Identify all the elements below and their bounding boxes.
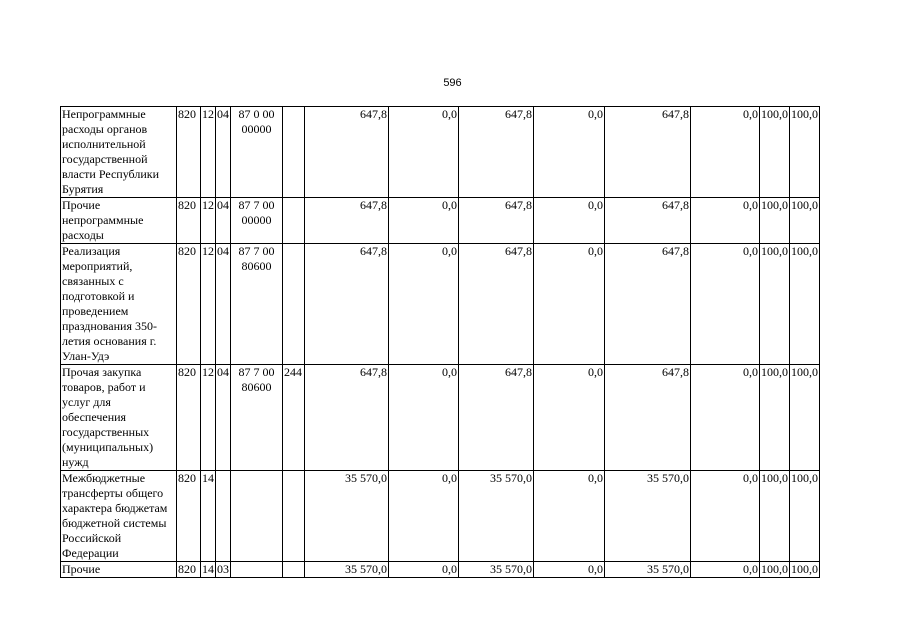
cell-grbs: 820 xyxy=(177,198,201,244)
table-row xyxy=(61,198,820,244)
cell-value-4: 0,0 xyxy=(534,471,605,562)
page-number: 596 xyxy=(443,77,462,89)
cell-value-5: 35 570,0 xyxy=(605,471,691,562)
cell-value-4: 0,0 xyxy=(534,365,605,471)
cell-percent-2: 100,0 xyxy=(790,107,820,198)
cell-value-1: 647,8 xyxy=(305,365,389,471)
cell-percent-2: 100,0 xyxy=(790,198,820,244)
cell-value-3: 35 570,0 xyxy=(459,471,534,562)
cell-percent-1: 100,0 xyxy=(760,471,790,562)
cell-section: 12 xyxy=(201,107,216,198)
cell-percent-1: 100,0 xyxy=(760,244,790,365)
cell-target-article: 87 7 00 80600 xyxy=(231,365,283,471)
cell-value-3: 647,8 xyxy=(459,198,534,244)
cell-target-article xyxy=(231,562,283,578)
cell-value-5: 35 570,0 xyxy=(605,562,691,578)
cell-name: Реализация мероприятий, связанных с подготовкой и проведением празднования 350-летия основания г. Улан-Удэ xyxy=(61,244,177,365)
cell-target-article: 87 0 00 00000 xyxy=(231,107,283,198)
cell-value-5: 647,8 xyxy=(605,107,691,198)
cell-percent-1: 100,0 xyxy=(760,198,790,244)
cell-value-4: 0,0 xyxy=(534,562,605,578)
table-row xyxy=(61,107,820,198)
cell-percent-1: 100,0 xyxy=(761,562,788,576)
cell-name: Прочие xyxy=(61,562,177,578)
cell-section: 12 xyxy=(201,244,216,365)
cell-section: 14 xyxy=(201,471,216,562)
cell-grbs: 820 xyxy=(177,107,201,198)
cell-target-article xyxy=(231,471,283,562)
cell-target-article: 87 7 00 80600 xyxy=(231,244,283,365)
cell-expense-type xyxy=(283,562,305,578)
cell-value-4: 0,0 xyxy=(534,244,605,365)
cell-value-1: 35 570,0 xyxy=(305,562,389,578)
cell-value-2: 0,0 xyxy=(389,198,459,244)
cell-section: 14 xyxy=(202,562,214,576)
cell-subsection: 04 xyxy=(216,198,231,244)
cell-grbs: 820 xyxy=(177,471,201,562)
cell-value-3: 647,8 xyxy=(459,244,534,365)
cell-percent-2: 100,0 xyxy=(790,244,820,365)
budget-table-body xyxy=(61,107,820,578)
cell-grbs: 820 xyxy=(177,562,201,578)
cell-value-2: 0,0 xyxy=(389,107,459,198)
cell-percent-2: 100,0 xyxy=(790,471,820,562)
cell-percent-2: 100,0 xyxy=(791,562,818,576)
table-row xyxy=(61,365,820,471)
cell-percent-2: 100,0 xyxy=(790,365,820,471)
cell-subsection xyxy=(216,471,231,562)
cell-subsection: 03 xyxy=(217,562,229,576)
cell-expense-type xyxy=(283,244,305,365)
cell-name: Непрограммные расходы органов исполнительной государственной власти Республики Бурятия xyxy=(61,107,177,198)
cell-name: Межбюджетные трансферты общего характера бюджетам бюджетной системы Российской Федерации xyxy=(61,471,177,562)
cell-target-article: 87 7 00 00000 xyxy=(231,198,283,244)
cell-expense-type xyxy=(283,107,305,198)
cell-subsection: 04 xyxy=(216,244,231,365)
cell-value-6: 0,0 xyxy=(691,244,760,365)
cell-value-1: 647,8 xyxy=(305,244,389,365)
cell-value-2: 0,0 xyxy=(389,244,459,365)
cell-value-4: 0,0 xyxy=(534,107,605,198)
cell-value-2: 0,0 xyxy=(389,562,459,578)
cell-value-3: 35 570,0 xyxy=(459,562,534,578)
cell-value-1: 35 570,0 xyxy=(305,471,389,562)
cell-value-1: 647,8 xyxy=(305,198,389,244)
cell-value-3: 647,8 xyxy=(459,107,534,198)
cell-value-6: 0,0 xyxy=(691,471,760,562)
cell-percent-1: 100,0 xyxy=(760,365,790,471)
cell-value-6: 0,0 xyxy=(691,562,760,578)
cell-value-4: 0,0 xyxy=(534,198,605,244)
cell-value-5: 647,8 xyxy=(605,365,691,471)
table-row xyxy=(61,562,820,578)
cell-subsection: 04 xyxy=(216,107,231,198)
budget-table xyxy=(60,106,820,578)
cell-name: Прочая закупка товаров, работ и услуг для обеспечения государственных (муниципальных) нужд xyxy=(61,365,177,471)
cell-value-2: 0,0 xyxy=(389,471,459,562)
cell-value-6: 0,0 xyxy=(691,198,760,244)
cell-grbs: 820 xyxy=(177,244,201,365)
table-row xyxy=(61,471,820,562)
table-row xyxy=(61,244,820,365)
cell-grbs: 820 xyxy=(177,365,201,471)
cell-subsection: 04 xyxy=(216,365,231,471)
cell-value-3: 647,8 xyxy=(459,365,534,471)
cell-section: 12 xyxy=(201,198,216,244)
cell-section: 12 xyxy=(201,365,216,471)
cell-value-6: 0,0 xyxy=(691,107,760,198)
cell-percent-1: 100,0 xyxy=(760,107,790,198)
cell-value-6: 0,0 xyxy=(691,365,760,471)
cell-name: Прочие непрограммные расходы xyxy=(61,198,177,244)
cell-value-5: 647,8 xyxy=(605,244,691,365)
cell-value-1: 647,8 xyxy=(305,107,389,198)
cell-expense-type xyxy=(283,198,305,244)
cell-expense-type xyxy=(283,471,305,562)
cell-value-2: 0,0 xyxy=(389,365,459,471)
cell-value-5: 647,8 xyxy=(605,198,691,244)
cell-expense-type: 244 xyxy=(283,365,305,471)
